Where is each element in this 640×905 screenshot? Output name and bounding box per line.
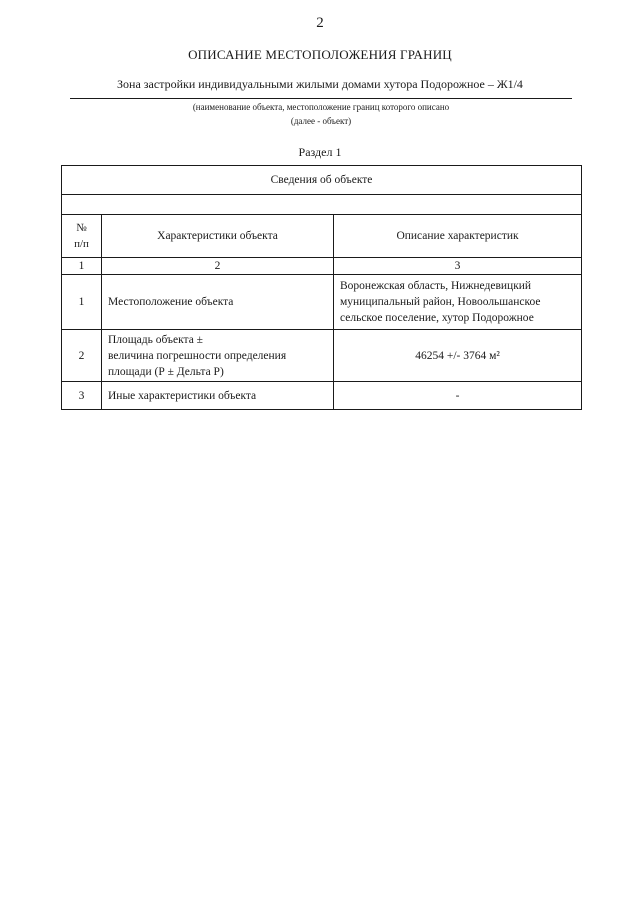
table-row bbox=[62, 275, 582, 330]
page-number: 2 bbox=[316, 15, 324, 31]
column-number-2: 2 bbox=[102, 258, 334, 275]
row-num: 2 bbox=[62, 330, 102, 382]
object-name: Зона застройки индивидуальными жилыми домами хутора Подорожное – Ж1/4 bbox=[117, 77, 523, 91]
header-num: № п/п bbox=[62, 215, 102, 258]
object-name-caption-line-2: (далее - объект) bbox=[290, 116, 352, 126]
header-description: Описание характеристик bbox=[334, 215, 582, 258]
row-num: 1 bbox=[62, 275, 102, 330]
object-name-caption-line-1: (наименование объекта, местоположение границ которого описано bbox=[192, 102, 450, 112]
table-row bbox=[62, 382, 582, 410]
row-value: 46254 +/- 3764 м² bbox=[334, 330, 582, 382]
row-characteristic: Иные характеристики объекта bbox=[102, 382, 334, 410]
table-empty-row bbox=[62, 195, 582, 215]
row-characteristic: Площадь объекта ± величина погрешности определения площади (Р ± Дельта Р) bbox=[102, 330, 334, 382]
object-name-underline bbox=[70, 98, 572, 99]
column-number-3: 3 bbox=[334, 258, 582, 275]
row-characteristic: Местоположение объекта bbox=[102, 275, 334, 330]
table-title-row bbox=[62, 166, 582, 195]
document-title: ОПИСАНИЕ МЕСТОПОЛОЖЕНИЯ ГРАНИЦ bbox=[188, 47, 452, 62]
header-characteristics: Характеристики объекта bbox=[102, 215, 334, 258]
table-empty-cell bbox=[62, 195, 582, 215]
table-row bbox=[62, 330, 582, 382]
table-column-number-row bbox=[62, 258, 582, 275]
row-value: Воронежская область, Нижнедевицкий муниципальный район, Новоольшанское сельское поселение, хутор Подорожное bbox=[334, 275, 582, 330]
row-value: - bbox=[334, 382, 582, 410]
section-label: Раздел 1 bbox=[298, 145, 342, 159]
table-header-row bbox=[62, 215, 582, 258]
object-info-table bbox=[61, 165, 582, 410]
table-title: Сведения об объекте bbox=[62, 166, 582, 195]
column-number-1: 1 bbox=[62, 258, 102, 275]
row-num: 3 bbox=[62, 382, 102, 410]
